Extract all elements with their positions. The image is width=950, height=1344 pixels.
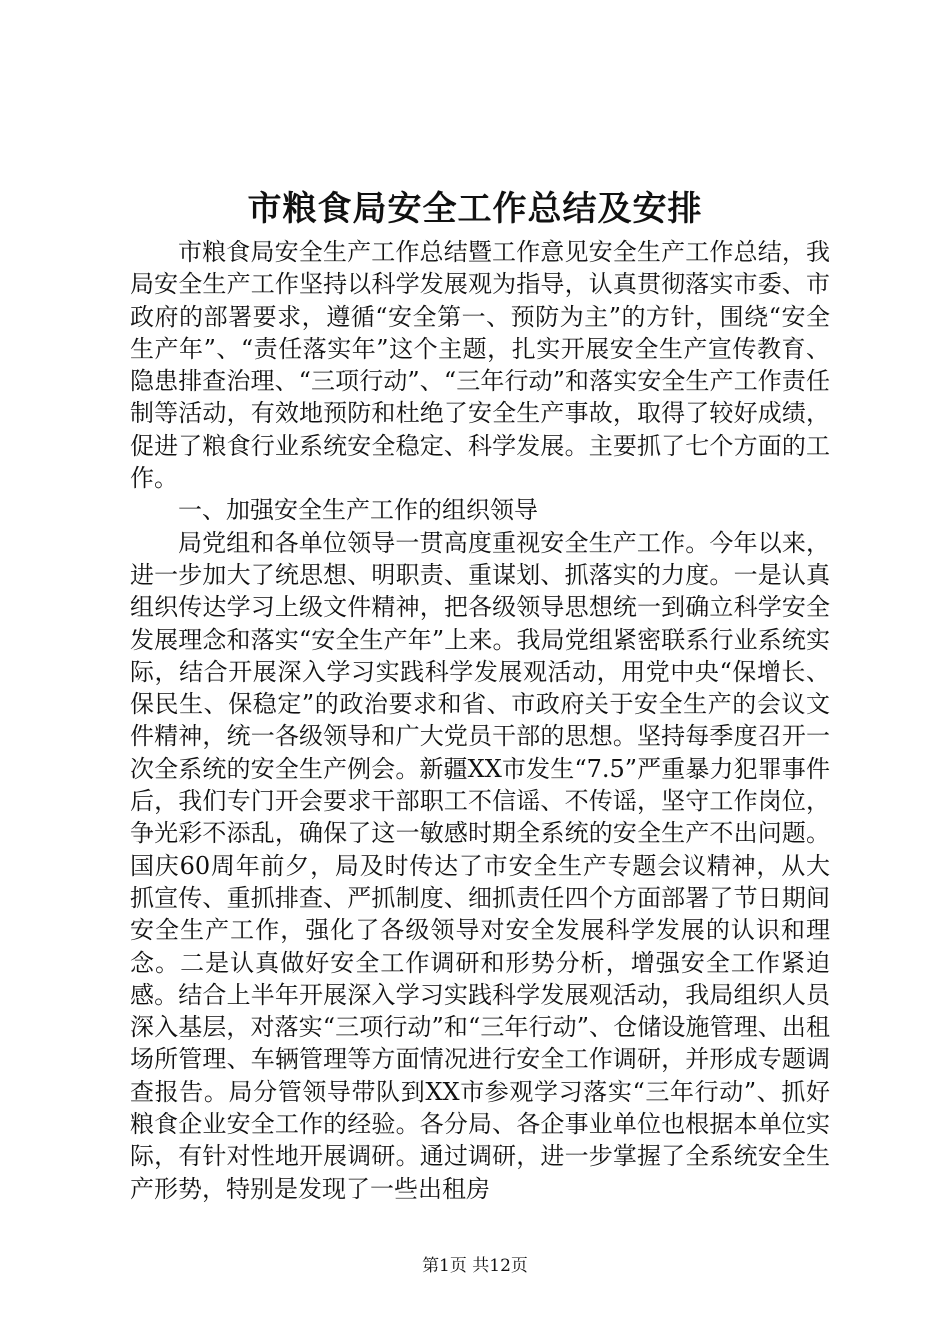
page-number-footer: 第1页 共12页 — [422, 1256, 528, 1276]
paragraph-section-one: 局党组和各单位领导一贯高度重视安全生产工作。今年以来，进一步加大了统思想、明职责、重谋划、抓落实的力度。一是认真组织传达学习上级文件精神，把各级领导思想统一到确立科学安全发展理念和落实“安全生产年”上来。我局党组紧密联系行业系统实际，结合开展深入学习实践科学发展观活动，用党中央“保增长、保民生、保稳定”的政治要求和省、市政府关于安全生产的会议文件精神，统一各级领导和广大党员干部的思想。坚持每季度召开一次全系统的安全生产例会。新疆XX市发生“7.5”严重暴力犯罪事件后，我们专门开会要求干部职工不信谣、不传谣，坚守工作岗位，争光彩不添乱，确保了这一敏感时期全系统的安全生产不出问题。国庆60周年前夕，局及时传达了市安全生产专题会议精神，从大抓宣传、重抓排查、严抓制度、细抓责任四个方面部署了节日期间安全生产工作，强化了各级领导对安全发展科学发展的认识和理念。二是认真做好安全工作调研和形势分析，增强安全工作紧迫感。结合上半年开展深入学习实践科学发展观活动，我局组织人员深入基层，对落实“三项行动”和“三年行动”、仓储设施管理、出租场所管理、车辆管理等方面情况进行安全工作调研，并形成专题调查报告。局分管领导带队到XX市参观学习落实“三年行动”、抓好粮食企业安全工作的经验。各分局、各企事业单位也根据本单位实际，有针对性地开展调研。通过调研，进一步掌握了全系统安全生产形势，特别是发现了一些出租房 — [130, 528, 830, 1203]
document-title: 市粮食局安全工作总结及安排 — [247, 189, 703, 229]
document-body — [130, 236, 830, 1205]
section-heading: 一、加强安全生产工作的组织领导 — [178, 496, 538, 525]
paragraph-intro: 市粮食局安全生产工作总结暨工作意见安全生产工作总结，我局安全生产工作坚持以科学发展观为指导，认真贯彻落实市委、市政府的部署要求，遵循“安全第一、预防为主”的方针，围绕“安全生产年”、“责任落实年”这个主题，扎实开展安全生产宣传教育、隐患排查治理、“三项行动”、“三年行动”和落实安全生产工作责任制等活动，有效地预防和杜绝了安全生产事故，取得了较好成绩，促进了粮食行业系统安全稳定、科学发展。主要抓了七个方面的工作。 — [130, 238, 830, 493]
